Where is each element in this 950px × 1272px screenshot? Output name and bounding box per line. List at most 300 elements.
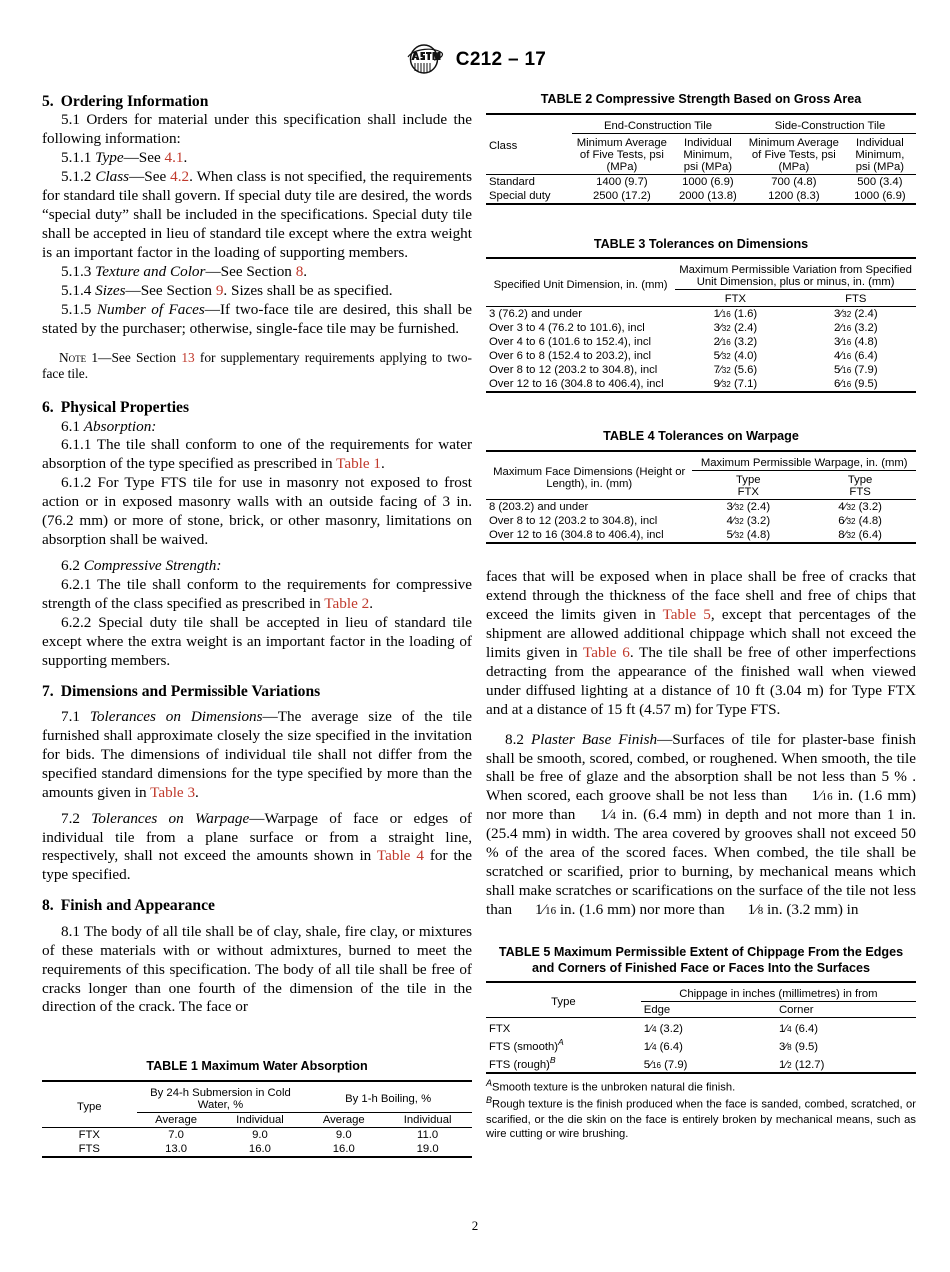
- table-3-r2-dim: Over 4 to 6 (101.6 to 152.4), incl: [489, 336, 652, 349]
- paragraph-8-1-cont-text-a: faces that will be exposed when in place shall be free of cracks that extend through the thickness of the face shell and free of chips that exceed the limits given in: [486, 568, 916, 624]
- frac-den: 16: [721, 310, 731, 320]
- paragraph-8-2-text-c: in. (6.4 mm) in depth and not more than 1 in. (25.4 mm) in width. The area covered by grooves shall not exceed 50 % of the area of the scored faces. When combed, the tile shall be scratched or scarified, prior to burning, by mechanical means which shall make scratches or scarifications on the surface of the tile not less than: [486, 806, 916, 918]
- paragraph-5-1-2-text-b: . When class is not specified, the requirements for standard tile shall govern. If special duty tile are desired, the words “special duty” shall be included in the specifications. Special duty tile shall be accepted in lieu of standard tile except where the extra weight is an important factor in the loading of supporting members.: [42, 168, 473, 261]
- paragraph-6-2-1: [42, 576, 472, 614]
- document-designation: C212 – 17: [455, 49, 547, 70]
- table-row: [486, 335, 916, 349]
- table-5-r1-type: [486, 1036, 641, 1054]
- paragraph-5-1-4-term: Sizes: [95, 281, 126, 299]
- table-4-r0-dim: 8 (203.2) and under: [489, 501, 589, 514]
- mm-value: (4.0): [730, 350, 758, 363]
- table-1: [42, 1059, 472, 1158]
- table-3-r3-dim: Over 6 to 8 (152.4 to 203.2), incl: [489, 350, 652, 363]
- table-2-r1-c3: 1000 (6.9): [854, 189, 906, 202]
- frac-num: 4: [726, 515, 733, 528]
- table-2-r1-c2: 1200 (8.3): [768, 189, 820, 202]
- frac-num: 3: [713, 322, 720, 335]
- section-6-number: 6.: [42, 399, 54, 417]
- frac-den: 4: [610, 810, 616, 823]
- paragraph-5-1-4-text-b: . Sizes shall be as specified.: [223, 281, 393, 299]
- table-5-col-type: Type: [551, 996, 576, 1009]
- table-4-subheader-ftx-line1: Type: [736, 474, 761, 487]
- paragraph-5-1-text: Orders for material under this specification shall include the following information:: [42, 111, 472, 148]
- paragraph-6-1-term: Absorption:: [83, 417, 157, 435]
- frac-den: 32: [721, 366, 731, 376]
- table-5-header-row-1: [486, 982, 916, 1002]
- mm-value: (5.6): [730, 364, 758, 377]
- table-3-subheader-1: FTS: [845, 293, 867, 306]
- table-5-r1-edge: 1⁄4 (6.4): [643, 1040, 683, 1053]
- table-4-r0-fts: 4⁄32 (3.2): [838, 501, 882, 514]
- frac-den: 32: [734, 531, 744, 541]
- mm-value: (3.2): [851, 322, 878, 335]
- frac-num: 1: [778, 1058, 786, 1071]
- xref-section-13[interactable]: 13: [181, 349, 195, 365]
- paragraph-8-1-number: 8.1: [61, 922, 80, 940]
- mm-value: (6.4): [851, 350, 878, 363]
- frac-den: 4: [651, 1042, 657, 1052]
- table-row: [486, 528, 916, 543]
- type-label: FTX: [489, 1023, 511, 1036]
- frac-num: 5: [713, 350, 720, 363]
- frac-num: 3: [726, 501, 733, 514]
- table-1-group-2: By 1-h Boiling, %: [304, 1081, 472, 1113]
- table-3-grid: [486, 257, 916, 393]
- astm-logo-icon: [404, 44, 446, 76]
- table-4-r2-fts: 8⁄32 (6.4): [838, 529, 882, 542]
- paragraph-6-1-1: [42, 436, 472, 474]
- mm-value: (9.5): [851, 378, 878, 391]
- xref-table-4[interactable]: Table 4: [376, 847, 424, 865]
- table-2-r1-c1: 2000 (13.8): [678, 189, 737, 202]
- frac-den: 32: [721, 380, 731, 390]
- paragraph-5-1: [42, 111, 472, 149]
- table-4: [486, 429, 916, 544]
- paragraph-6-1-1-number: 6.1.1: [61, 436, 92, 454]
- paragraph-8-2-text-b: in. (1.6 mm) nor more than: [486, 787, 917, 824]
- paragraph-5-1-5-text: —If two-face tile are desired, this shall be stated by the purchaser; otherwise, single-face tile may be furnished.: [42, 300, 473, 337]
- paragraph-5-1-5-number: 5.1.5: [61, 300, 92, 318]
- section-heading-7: [42, 682, 472, 701]
- footnote-mark: B: [549, 1054, 556, 1065]
- table-4-r2-dim: Over 12 to 16 (304.8 to 406.4), incl: [489, 529, 664, 542]
- frac-den: 32: [846, 503, 856, 513]
- right-column: [486, 92, 916, 1142]
- table-3-r4-fts: 5⁄16 (7.9): [833, 364, 878, 377]
- section-heading-6: [42, 398, 472, 417]
- frac-den: 4: [651, 1025, 657, 1035]
- frac-den: 32: [846, 517, 856, 527]
- table-row: [486, 174, 916, 189]
- frac-num: 5: [833, 364, 841, 377]
- paragraph-8-2: [486, 731, 916, 920]
- paragraph-6-1-number: 6.1: [61, 417, 80, 435]
- mm-value: (4.8): [855, 515, 882, 528]
- mm-value: (7.9): [851, 364, 878, 377]
- paragraph-7-2-text-a: —Warpage of face or edges of individual tile from a plane surface or from a straight line, respectively, shall not exceed the amounts shown in: [42, 809, 472, 865]
- footnote-b-text: Rough texture is the finish produced when the face is sanded, combed, scratched, or scarified, or the die skin on the face is entirely broken by mechanical means, such as wire cutting or wire brushing.: [486, 1098, 916, 1141]
- frac-num: 3: [833, 308, 841, 321]
- frac-num: 3: [833, 336, 841, 349]
- section-heading-8: [42, 896, 472, 915]
- table-4-r1-fts: 6⁄32 (4.8): [838, 515, 882, 528]
- paragraph-5-1-4-text-a: —See Section: [125, 281, 216, 299]
- table-3-subheader-0: FTX: [724, 293, 747, 306]
- table-2-subheader-2: Minimum Average of Five Tests, psi (MPa): [748, 136, 839, 173]
- table-4-title: TABLE 4 Tolerances on Warpage: [603, 429, 799, 444]
- table-5: [486, 945, 916, 1142]
- frac-num: 5: [726, 529, 733, 542]
- frac-num: 6: [833, 378, 841, 391]
- xref-section-9[interactable]: 9: [215, 281, 224, 299]
- table-4-subheader-fts-line2: FTS: [849, 486, 871, 499]
- mm-value: (3.2): [743, 515, 771, 528]
- table-2-r1-class: Special duty: [489, 189, 551, 202]
- table-5-r2-type: [486, 1054, 641, 1073]
- mm-value: (3.2): [730, 336, 758, 349]
- paragraph-7-1-number: 7.1: [61, 708, 80, 725]
- paragraph-7-1-term: Tolerances on Dimensions: [89, 708, 263, 725]
- paragraph-8-1-cont-text-b: , except that percentages of the shipment are allowed additional chippage which shall not exceed the limits given in: [486, 606, 916, 661]
- xref-4-1[interactable]: 4.1: [164, 149, 184, 167]
- table-5-r2-corner: 1⁄2 (12.7): [778, 1058, 825, 1071]
- table-3-r5-ftx: 9⁄32 (7.1): [713, 378, 758, 391]
- table-5-r1-corner: 3⁄8 (9.5): [778, 1040, 819, 1053]
- table-2-r0-c0: 1400 (9.7): [596, 175, 648, 188]
- mm-value: (3.2): [656, 1023, 683, 1036]
- table-1-r1-c3: 19.0: [416, 1143, 439, 1156]
- xref-table-6[interactable]: Table 6: [583, 643, 630, 661]
- table-3-r1-dim: Over 3 to 4 (76.2 to 101.6), incl: [489, 322, 645, 335]
- table-4-subheader-fts: [804, 471, 916, 500]
- frac-den: 16: [545, 904, 557, 917]
- paragraph-6-1-2-number: 6.1.2: [61, 474, 92, 492]
- table-row: [486, 1036, 916, 1054]
- table-5-r0-edge: 1⁄4 (3.2): [643, 1023, 683, 1036]
- table-2-col-class: Class: [489, 140, 518, 153]
- paragraph-6-2-term: Compressive Strength:: [83, 556, 222, 574]
- fraction-one-sixteenth-a: 1⁄16: [811, 787, 833, 805]
- frac-den: 32: [734, 517, 744, 527]
- section-8-title: Finish and Appearance: [60, 897, 215, 915]
- table-2-subheader-0: Minimum Average of Five Tests, psi (MPa): [576, 136, 667, 173]
- table-1-header-row-1: [42, 1081, 472, 1113]
- table-1-subheader-3: Individual: [403, 1114, 452, 1127]
- paragraph-5-1-3-number: 5.1.3: [61, 262, 92, 280]
- table-3-r4-ftx: 7⁄32 (5.6): [713, 364, 758, 377]
- paragraph-6-1: [42, 418, 472, 437]
- section-5-title: Ordering Information: [60, 93, 209, 110]
- paragraph-6-2-2-text: Special duty tile shall be accepted in lieu of standard tile except where the extra weight is an important factor in the loading of supporting members.: [42, 613, 473, 669]
- paragraph-8-2-text-e: in. (3.2 mm) in: [763, 900, 859, 918]
- paragraph-6-2-number: 6.2: [61, 556, 80, 574]
- frac-num: 1: [713, 308, 720, 321]
- table-1-subheader-0: Average: [155, 1114, 198, 1127]
- table-row: [486, 514, 916, 528]
- mm-value: (6.4): [656, 1040, 683, 1053]
- frac-num: 1: [811, 787, 820, 805]
- frac-den: 4: [787, 1025, 792, 1035]
- table-row: [486, 321, 916, 335]
- frac-den: 32: [734, 503, 744, 513]
- frac-num: 7: [713, 364, 720, 377]
- paragraph-5-1-number: 5.1: [61, 111, 80, 129]
- table-3-r1-ftx: 3⁄32 (2.4): [713, 322, 758, 335]
- table-1-r1-c1: 16.0: [248, 1143, 271, 1156]
- table-1-r0-type: FTX: [78, 1129, 100, 1142]
- table-3-r1-fts: 2⁄16 (3.2): [833, 322, 878, 335]
- table-2-r1-c0: 2500 (17.2): [592, 189, 651, 202]
- table-row: [486, 1018, 916, 1036]
- mm-value: (4.8): [851, 336, 878, 349]
- table-2: [486, 92, 916, 205]
- table-4-group: Maximum Permissible Warpage, in. (mm): [692, 451, 916, 471]
- paragraph-6-2: [42, 557, 472, 576]
- frac-num: 4: [838, 501, 845, 514]
- table-4-subheader-ftx-line2: FTX: [737, 486, 759, 499]
- paragraph-5-1-1-text-a: —See: [123, 149, 165, 167]
- table-1-r1-type: FTS: [78, 1143, 100, 1156]
- frac-den: 16: [721, 338, 731, 348]
- table-3-r5-dim: Over 12 to 16 (304.8 to 406.4), incl: [489, 378, 664, 391]
- frac-num: 4: [833, 350, 841, 363]
- frac-num: 1: [778, 1023, 786, 1036]
- section-5-number: 5.: [42, 93, 54, 110]
- table-3-col-dim: Specified Unit Dimension, in. (mm): [493, 278, 668, 291]
- frac-num: 1: [534, 900, 543, 918]
- xref-table-5[interactable]: Table 5: [662, 606, 711, 624]
- table-1-group-1: By 24-h Submersion in Cold Water, %: [137, 1081, 305, 1113]
- table-row: [486, 189, 916, 204]
- paragraph-6-1-1-text-a: The tile shall conform to one of the requirements for water absorption of the type specified as prescribed in: [42, 436, 472, 473]
- paragraph-7-2-term: Tolerances on Warpage: [91, 809, 250, 827]
- type-label: FTS (smooth): [489, 1040, 559, 1053]
- table-5-footnote-a: [486, 1078, 916, 1096]
- table-4-r2-ftx: 5⁄32 (4.8): [726, 529, 771, 542]
- table-row: [486, 500, 916, 515]
- table-5-grid: [486, 981, 916, 1073]
- table-5-subheader-corner: Corner: [778, 1004, 814, 1017]
- mm-value: (2.4): [743, 501, 771, 514]
- paragraph-8-2-text-d: in. (1.6 mm) nor more than: [556, 900, 729, 918]
- paragraph-5-1-1-term: Type: [95, 149, 124, 167]
- frac-num: 2: [713, 336, 720, 349]
- section-6-title: Physical Properties: [60, 399, 190, 417]
- note-1-text: for supplementary requirements applying to two-face tile.: [42, 349, 472, 382]
- frac-den: 32: [721, 352, 731, 362]
- table-1-r0-c2: 9.0: [335, 1129, 352, 1142]
- left-column: [42, 92, 472, 1158]
- paragraph-7-2-text-b: for the type specified.: [42, 847, 472, 884]
- paragraph-6-2-1-text-a: The tile shall conform to the requirements for compressive strength of the class specified as prescribed in: [42, 575, 472, 612]
- paragraph-5-1-2-number: 5.1.2: [61, 168, 92, 186]
- table-3-r2-ftx: 2⁄16 (3.2): [713, 336, 758, 349]
- frac-den: 8: [757, 904, 764, 917]
- paragraph-5-1-2-term: Class: [95, 168, 130, 186]
- frac-den: 16: [842, 366, 852, 376]
- mm-value: (1.6): [730, 308, 758, 321]
- footnote-a-mark: A: [486, 1077, 493, 1088]
- paragraph-7-2: [42, 810, 472, 886]
- section-7-title: Dimensions and Permissible Variations: [60, 682, 321, 700]
- frac-num: 3: [778, 1040, 786, 1053]
- table-3-r2-fts: 3⁄16 (4.8): [833, 336, 878, 349]
- table-3-r5-fts: 6⁄16 (9.5): [833, 378, 878, 391]
- table-3-r3-fts: 4⁄16 (6.4): [833, 350, 878, 363]
- paragraph-5-1-2: [42, 168, 472, 263]
- paragraph-5-1-4: [42, 282, 472, 301]
- table-row: [42, 1142, 472, 1157]
- table-1-subheader-2: Average: [322, 1114, 365, 1127]
- paragraph-5-1-2-text-a: —See: [129, 168, 171, 186]
- table-1-col-type: Type: [77, 1100, 102, 1113]
- frac-den: 32: [846, 531, 856, 541]
- paragraph-7-1: [42, 708, 472, 803]
- paragraph-8-2-number: 8.2: [505, 730, 524, 748]
- table-2-group-2: Side-Construction Tile: [744, 114, 916, 134]
- table-5-footnote-b: [486, 1095, 916, 1142]
- table-2-subheader-3: Individual Minimum, psi (MPa): [855, 136, 905, 173]
- paragraph-5-1-1-number: 5.1.1: [61, 149, 92, 167]
- table-4-r1-dim: Over 8 to 12 (203.2 to 304.8), incl: [489, 515, 658, 528]
- table-1-r0-c3: 11.0: [417, 1129, 439, 1142]
- fraction-one-sixteenth-b: 1⁄16: [534, 900, 557, 918]
- paragraph-5-1-4-number: 5.1.4: [61, 281, 92, 299]
- paragraph-8-1-continued: [486, 568, 916, 719]
- xref-section-8[interactable]: 8: [295, 262, 304, 280]
- table-2-group-1: End-Construction Tile: [572, 114, 744, 134]
- table-2-title: TABLE 2 Compressive Strength Based on Gross Area: [540, 92, 862, 106]
- table-2-r0-c1: 1000 (6.9): [682, 175, 734, 188]
- table-row: [486, 377, 916, 392]
- frac-num: 9: [713, 378, 720, 391]
- xref-table-3[interactable]: Table 3: [150, 783, 196, 801]
- paragraph-5-1-3-text-a: —See Section: [205, 262, 296, 280]
- paragraph-6-2-1-number: 6.2.1: [61, 575, 92, 593]
- paragraph-5-1-3: [42, 263, 472, 282]
- table-3-r0-fts: 3⁄32 (2.4): [833, 308, 878, 321]
- section-heading-5: [42, 92, 472, 111]
- mm-value: (12.7): [791, 1058, 825, 1071]
- table-row: [42, 1128, 472, 1143]
- mm-value: (3.2): [855, 501, 882, 514]
- table-row: [486, 1054, 916, 1073]
- table-3-title: TABLE 3 Tolerances on Dimensions: [593, 236, 809, 251]
- mm-value: (6.4): [791, 1023, 819, 1036]
- mm-value: (2.4): [851, 308, 878, 321]
- fraction-one-quarter: 1⁄4: [600, 806, 616, 824]
- frac-den: 8: [787, 1042, 792, 1052]
- frac-num: 1: [643, 1040, 651, 1053]
- frac-den: 16: [842, 324, 852, 334]
- page-number: 2: [471, 1218, 479, 1233]
- table-3-r0-dim: 3 (76.2) and under: [489, 308, 582, 321]
- type-label: FTS (rough): [489, 1058, 550, 1071]
- section-7-number: 7.: [42, 682, 54, 700]
- paragraph-5-1-1-text-b: .: [183, 149, 188, 167]
- frac-num: 8: [838, 529, 845, 542]
- table-5-group: Chippage in inches (millimetres) in from: [641, 982, 916, 1002]
- xref-table-2[interactable]: Table 2: [324, 594, 370, 612]
- table-1-r0-c1: 9.0: [252, 1129, 268, 1142]
- frac-num: 1: [643, 1023, 651, 1036]
- mm-value: (7.1): [730, 378, 758, 391]
- paragraph-7-1-text-b: .: [195, 783, 199, 801]
- mm-value: (6.4): [855, 529, 882, 542]
- mm-value: (9.5): [791, 1040, 819, 1053]
- table-5-r0-corner: 1⁄4 (6.4): [778, 1023, 819, 1036]
- table-3: [486, 237, 916, 394]
- paragraph-5-1-5-term: Number of Faces: [96, 300, 205, 318]
- table-1-r1-c0: 13.0: [165, 1143, 188, 1156]
- paragraph-5-1-5: [42, 301, 472, 339]
- paragraph-6-2-2-number: 6.2.2: [61, 613, 92, 631]
- paragraph-6-1-2: [42, 474, 472, 550]
- table-4-subheader-ftx: [692, 471, 804, 500]
- frac-den: 16: [842, 338, 852, 348]
- table-5-subheader-edge: Edge: [643, 1004, 671, 1017]
- xref-4-2[interactable]: 4.2: [170, 168, 190, 186]
- table-row: [486, 349, 916, 363]
- table-2-subheader-1: Individual Minimum, psi (MPa): [683, 136, 733, 173]
- paragraph-5-1-3-text-b: .: [303, 262, 308, 280]
- section-8-number: 8.: [42, 897, 54, 915]
- table-2-grid: [486, 113, 916, 205]
- note-1-number: 1—See Section: [86, 349, 182, 365]
- table-2-r0-class: Standard: [489, 175, 535, 188]
- table-1-grid: [42, 1080, 472, 1158]
- table-2-header-row-1: [486, 114, 916, 134]
- frac-den: 16: [842, 380, 852, 390]
- mm-value: (4.8): [743, 529, 771, 542]
- table-5-title: TABLE 5 Maximum Permissible Extent of Chippage From the Edges and Corners of Finished Face or Faces Into the Surfaces: [498, 944, 904, 975]
- frac-den: 16: [821, 791, 833, 804]
- table-3-header-row-1: [486, 258, 916, 290]
- table-row: [486, 307, 916, 322]
- table-2-r0-c3: 500 (3.4): [857, 175, 903, 188]
- frac-den: 32: [721, 324, 731, 334]
- table-1-r1-c2: 16.0: [332, 1143, 355, 1156]
- note-1: [42, 350, 472, 384]
- table-3-r3-ftx: 5⁄32 (4.0): [713, 350, 758, 363]
- mm-value: (7.9): [661, 1058, 688, 1071]
- table-5-r0-type: [486, 1018, 641, 1036]
- paragraph-8-1-text: The body of all tile shall be of clay, shale, fire clay, or mixtures of these materials with or without admixtures, burned to meet the requirements of this specification. The body of all tile shall be free of cracks longer than one fourth of the dimension of the tile in the direction of the crack. The face or: [42, 922, 472, 1016]
- frac-num: 5: [643, 1058, 651, 1071]
- table-1-r0-c0: 7.0: [168, 1129, 184, 1142]
- table-3-r0-ftx: 1⁄16 (1.6): [713, 308, 758, 321]
- paragraph-7-1-text-a: —The average size of the tile furnished shall approximate closely the size specified in the invitation for bids. The dimensions of individual tile shall not differ from the specified standard dimensions for the type specified by more than the amounts given in: [42, 708, 473, 801]
- paragraph-6-1-1-text-b: .: [381, 455, 385, 473]
- paragraph-8-1: [42, 923, 472, 1018]
- paragraph-6-1-2-text: For Type FTS tile for use in masonry not exposed to frost action or in exposed masonry walls with an outside facing of 3 in. (76.2 mm) or more of stone, brick, or other masonry, limitations on absorption shall be waived.: [42, 474, 473, 549]
- frac-den: 16: [842, 352, 852, 362]
- xref-table-1[interactable]: Table 1: [336, 455, 382, 473]
- paragraph-6-2-1-text-b: .: [369, 594, 373, 612]
- paragraph-5-1-3-term: Texture and Color: [95, 262, 206, 280]
- table-4-grid: [486, 450, 916, 544]
- table-3-r4-dim: Over 8 to 12 (203.2 to 304.8), incl: [489, 364, 658, 377]
- frac-num: 1: [747, 900, 756, 918]
- frac-num: 2: [833, 322, 841, 335]
- table-5-r2-edge: 5⁄16 (7.9): [643, 1058, 688, 1071]
- frac-den: 16: [651, 1060, 662, 1070]
- frac-den: 32: [842, 310, 852, 320]
- table-4-col-dim: Maximum Face Dimensions (Height or Length), in. (mm): [493, 465, 686, 490]
- table-3-group: Maximum Permissible Variation from Specified Unit Dimension, plus or minus, in. (mm): [675, 258, 916, 290]
- frac-num: 6: [838, 515, 845, 528]
- table-1-title: TABLE 1 Maximum Water Absorption: [146, 1059, 368, 1074]
